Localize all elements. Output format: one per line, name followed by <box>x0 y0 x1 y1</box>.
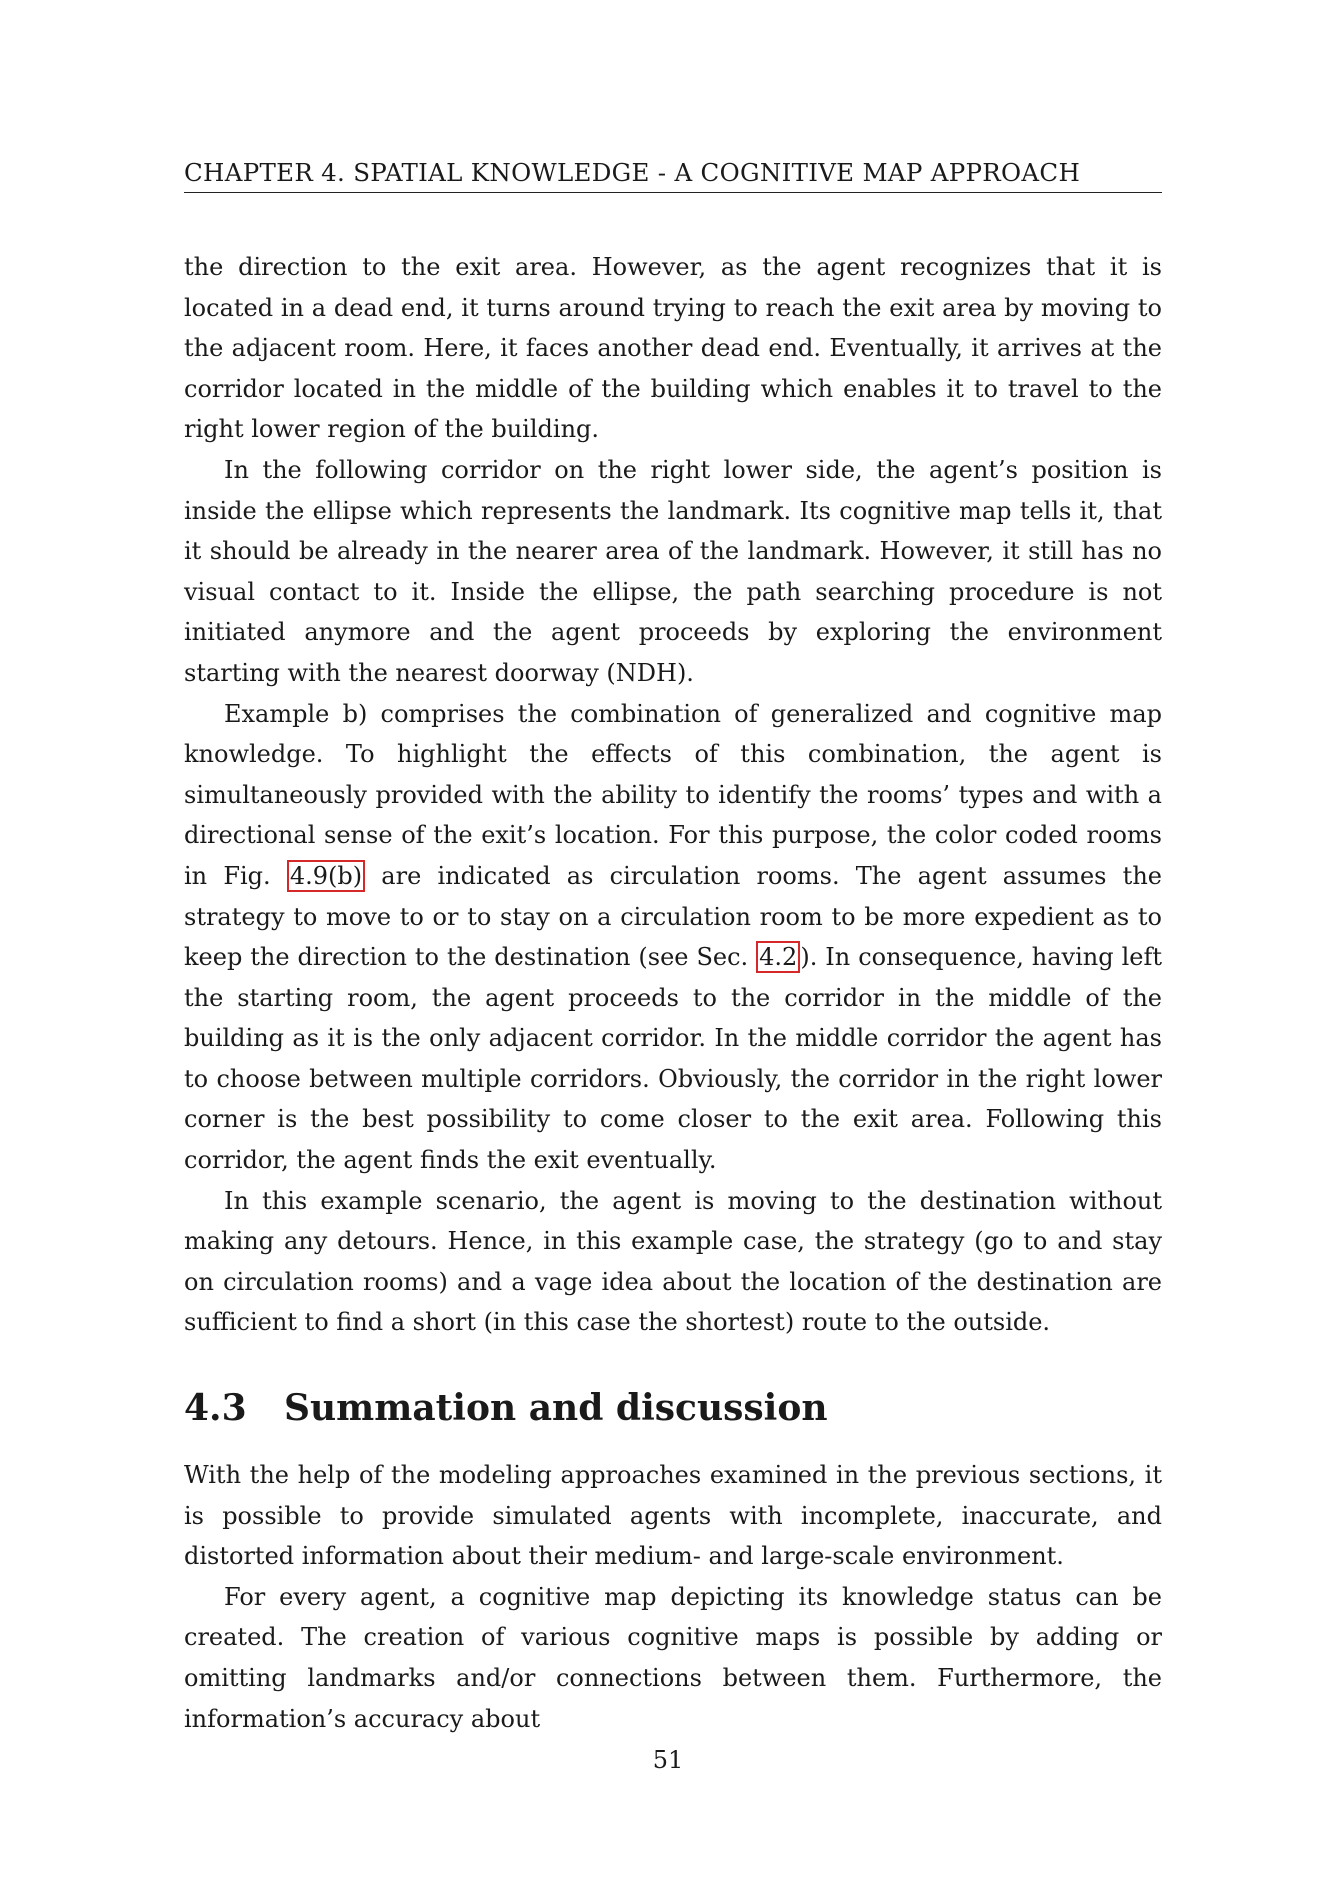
running-header: CHAPTER 4. SPATIAL KNOWLEDGE - A COGNITIVE MAP APPROACH <box>184 158 1162 193</box>
paragraph-4: In this example scenario, the agent is moving to the destination without making any detours. Hence, in this example case, the strategy (go to and stay on circulation rooms) and a vage idea about the location of the destination are sufficient to find a short (in this case the shortest) route to the outside. <box>184 1186 1162 1337</box>
figure-reference-link[interactable]: 4.9(b) <box>287 860 365 892</box>
section-heading <box>184 1386 1162 1430</box>
section-number: 4.3 <box>184 1387 247 1430</box>
section-title: Summation and discussion <box>284 1387 828 1430</box>
paragraph-2: In the following corridor on the right lower side, the agent’s position is inside the ellipse which represents the landmark. Its cognitive map tells it, that it should be already in the nearer area of the landmark. However, it still has no visual contact to it. Inside the ellipse, the path searching procedure is not initiated anymore and the agent proceeds by exploring the environment starting with the nearest doorway (NDH). <box>184 455 1162 687</box>
paragraph-3-text-b: are indicated as circulation rooms. The agent assumes the strategy to move to or to stay on a circulation room to be more expedient as to keep the direction to the destination (see Sec. <box>184 861 1162 972</box>
body-text <box>184 247 1162 1739</box>
paragraph-6: For every agent, a cognitive map depicting its knowledge status can be created. The creation of various cognitive maps is possible by adding or omitting landmarks and/or connections between them. Furthermore, the information’s accuracy about <box>184 1582 1162 1733</box>
paragraph-3-text-a: Example b) comprises the combination of generalized and cognitive map knowledge. To highlight the effects of this combination, the agent is simultaneously provided with the ability to identify the rooms’ types and with a directional sense of the exit’s location. For this purpose, the color coded rooms in Fig. <box>184 699 1162 890</box>
paragraph-1: the direction to the exit area. However, as the agent recognizes that it is located in a dead end, it turns around trying to reach the exit area by moving to the adjacent room. Here, it faces another dead end. Eventually, it arrives at the corridor located in the middle of the building which enables it to travel to the right lower region of the building. <box>184 253 1162 444</box>
section-reference-link[interactable]: 4.2 <box>756 941 800 973</box>
page-number: 51 <box>652 1746 684 1774</box>
paragraph-3 <box>184 694 1162 1181</box>
paragraph-3-text-c: ). In consequence, having left the starting room, the agent proceeds to the corridor in the middle of the building as it is the only adjacent corridor. In the middle corridor the agent has to choose between multiple corridors. Obviously, the corridor in the right lower corner is the best possibility to come closer to the exit area. Following this corridor, the agent finds the exit eventually. <box>184 943 1162 1175</box>
paragraph-5: With the help of the modeling approaches examined in the previous sections, it is possible to provide simulated agents with incomplete, inaccurate, and distorted information about their medium- and large-scale environment. <box>184 1461 1162 1571</box>
